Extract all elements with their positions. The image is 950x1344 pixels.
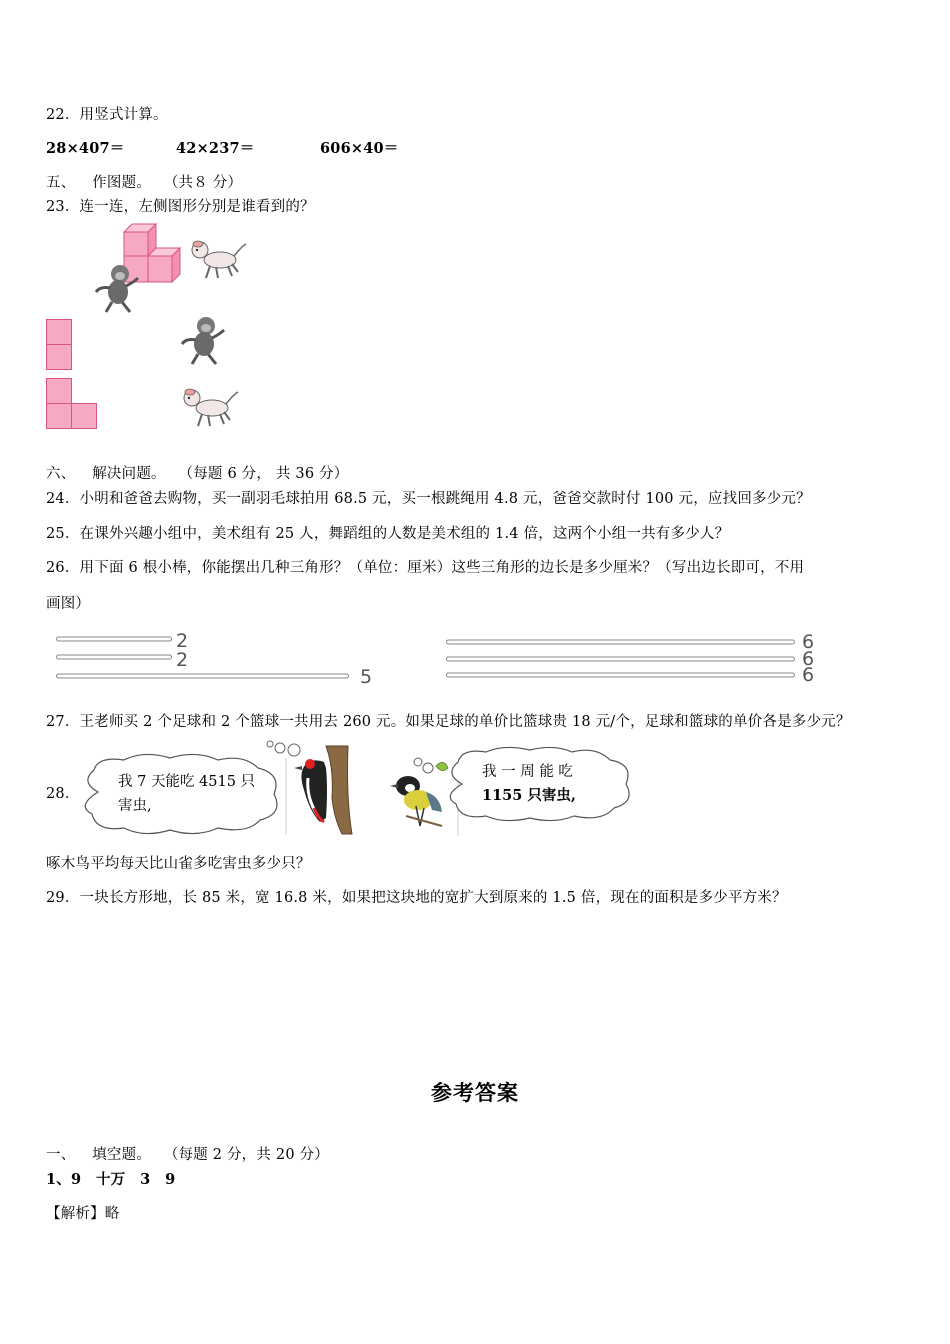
- stick-5: [57, 674, 349, 678]
- q22-text: 22．用竖式计算。: [46, 107, 168, 123]
- stick-6-a: [447, 640, 795, 644]
- sticks-left: [56, 633, 356, 683]
- stick-6-c: [447, 673, 795, 677]
- answers-title: 参考答案: [431, 1080, 519, 1105]
- stick-2-a: [57, 637, 172, 641]
- q22-expr-3: 606×40＝: [320, 140, 399, 157]
- q22-expr-1: 28×407＝: [46, 140, 125, 157]
- sec5-title: 作图题。: [92, 175, 152, 191]
- stick-label-6: 6: [802, 664, 815, 686]
- q26-text-cont: 画图）: [46, 596, 91, 612]
- dog-icon: [188, 238, 248, 282]
- q23-text: 23．连一连，左侧图形分别是谁看到的？: [46, 199, 315, 215]
- stick-label-5: 6: [802, 648, 815, 670]
- bubble-1-line-2: 害虫,: [118, 798, 152, 814]
- sec6-title: 解决问题。: [92, 466, 166, 482]
- answer-1: 1、9 十万 3 9: [46, 1171, 176, 1188]
- stick-label-2: 2: [176, 649, 189, 671]
- dog-icon: [180, 386, 240, 430]
- sec6-heading: [46, 462, 348, 483]
- bubble-2-line-1: 我 一 周 能 吃: [482, 764, 573, 780]
- answers-sec1-label: 一、: [46, 1147, 76, 1163]
- stick-6-b: [447, 657, 795, 661]
- q28-num: 28．: [46, 786, 80, 802]
- answers-sec1-score: （每题 2 分，共 20 分）: [163, 1147, 329, 1163]
- stick-label-3: 5: [360, 666, 373, 688]
- stick-label-4: 6: [802, 631, 815, 653]
- answers-sec1-title: 填空题。: [92, 1147, 152, 1163]
- sec5-heading: [46, 171, 242, 192]
- view-l-shape: [46, 378, 100, 430]
- bubble-2-line-2: 1155 只害虫,: [482, 787, 576, 804]
- sticks-right: [446, 636, 800, 682]
- view-two-stacked: [46, 319, 74, 371]
- bubble-1-line-1: 我 7 天能吃 4515 只: [118, 774, 256, 790]
- q27-text: 27．王老师买 2 个足球和 2 个篮球一共用去 260 元。如果足球的单价比篮球贵 18 元/个，足球和篮球的单价各是多少元？: [46, 714, 851, 730]
- q28-question: 啄木鸟平均每天比山雀多吃害虫多少只？: [46, 856, 311, 872]
- q25-text: 25．在课外兴趣小组中，美术组有 25 人，舞蹈组的人数是美术组的 1.4 倍，这两个小组一共有多少人？: [46, 526, 730, 542]
- sec5-label: 五、: [46, 175, 76, 191]
- answers-sec1-heading: [46, 1143, 329, 1164]
- sec5-score: （共８ 分）: [163, 175, 243, 191]
- q29-text: 29．一块长方形地，长 85 米，宽 16.8 米，如果把这块地的宽扩大到原来的 1.5 倍，现在的面积是多少平方米？: [46, 890, 787, 906]
- speech-cloud-1: [78, 752, 286, 836]
- answer-1-note: 【解析】略: [46, 1206, 120, 1222]
- sec6-score: （每题 6 分， 共 36 分）: [178, 466, 349, 482]
- monkey-icon: [180, 316, 230, 366]
- sec6-label: 六、: [46, 466, 76, 482]
- stick-label-1: 2: [176, 630, 189, 652]
- q26-text: 26．用下面 6 根小棒，你能摆出几种三角形？（单位：厘米）这些三角形的边长是多少厘米？（写出边长即可，不用: [46, 560, 805, 576]
- q24-text: 24．小明和爸爸去购物，买一副羽毛球拍用 68.5 元，买一根跳绳用 4.8 元，爸爸交款时付 100 元，应找回多少元？: [46, 491, 811, 507]
- stick-2-b: [57, 655, 172, 659]
- monkey-icon: [92, 264, 142, 314]
- q22-expr-2: 42×237＝: [176, 140, 255, 157]
- woodpecker-icon: [262, 738, 354, 836]
